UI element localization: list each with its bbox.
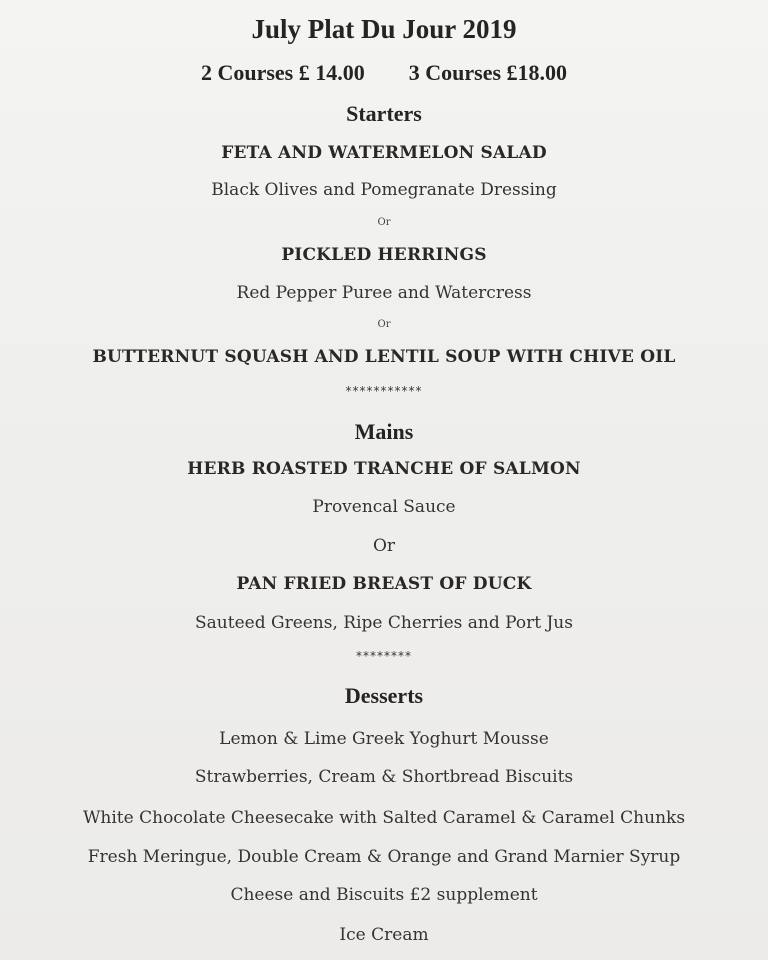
starter-2-name: PICKLED HERRINGS [281, 245, 487, 265]
dessert-item: Cheese and Biscuits £2 supplement [230, 885, 538, 905]
starters-divider: *********** [345, 384, 423, 398]
two-course-price: 2 Courses £ 14.00 [200, 60, 365, 85]
starters-heading: Starters [346, 101, 422, 126]
starter-separator-2: Or [377, 319, 391, 330]
mains-divider: ******** [356, 649, 412, 663]
starter-1-name: FETA AND WATERMELON SALAD [221, 143, 547, 163]
main-1-name: HERB ROASTED TRANCHE OF SALMON [187, 459, 581, 479]
desserts-heading: Desserts [344, 683, 424, 708]
three-course-price: 3 Courses £18.00 [408, 60, 568, 85]
main-separator: Or [372, 536, 396, 556]
starter-separator-1: Or [377, 217, 391, 228]
starter-2-description: Red Pepper Puree and Watercress [236, 283, 532, 303]
course-pricing [0, 62, 768, 84]
starter-3-name: BUTTERNUT SQUASH AND LENTIL SOUP WITH CHIVE OIL [92, 347, 676, 367]
dessert-item: Ice Cream [339, 925, 429, 945]
main-2-description: Sauteed Greens, Ripe Cherries and Port Jus [195, 613, 573, 633]
main-2-name: PAN FRIED BREAST OF DUCK [236, 574, 532, 594]
dessert-item: Strawberries, Cream & Shortbread Biscuits [194, 767, 574, 787]
dessert-item: Fresh Meringue, Double Cream & Orange and Grand Marnier Syrup [87, 847, 681, 867]
dessert-item: White Chocolate Cheesecake with Salted Caramel & Caramel Chunks [82, 808, 686, 828]
starter-1-description: Black Olives and Pomegranate Dressing [211, 180, 557, 200]
main-1-description: Provencal Sauce [312, 497, 456, 517]
mains-heading: Mains [354, 419, 414, 444]
menu-title: July Plat Du Jour 2019 [251, 14, 517, 44]
dessert-item: Lemon & Lime Greek Yoghurt Mousse [219, 729, 549, 749]
